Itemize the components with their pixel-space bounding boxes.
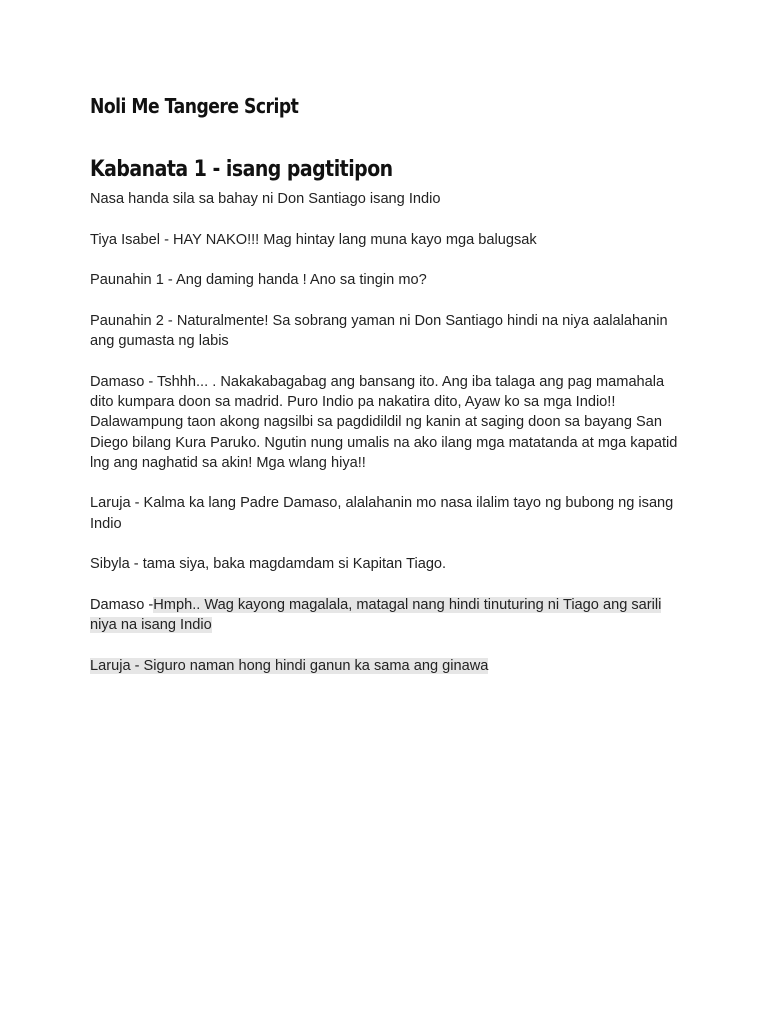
highlighted-text: Hmph.. Wag kayong magalala, matagal nang hindi tinuturing ni Tiago ang sarili niya na isang Indio bbox=[90, 596, 662, 634]
dialogue-paunahin-2: Paunahin 2 - Naturalmente! Sa sobrang yaman ni Don Santiago hindi na niya aalalahanin ang gumasta ng labis bbox=[90, 312, 668, 350]
speaker-label: Damaso - bbox=[90, 596, 154, 613]
highlighted-text: Laruja - Siguro naman hong hindi ganun ka sama ang ginawa bbox=[90, 657, 489, 674]
chapter-heading: Kabanata 1 - isang pagtitipon bbox=[90, 157, 393, 182]
script-body bbox=[90, 189, 680, 696]
document-title: Noli Me Tangere Script bbox=[90, 94, 299, 118]
dialogue-damaso-2 bbox=[90, 595, 680, 636]
dialogue-sibyla: Sibyla - tama siya, baka magdamdam si Kapitan Tiago. bbox=[90, 556, 447, 573]
dialogue-laruja-2 bbox=[90, 656, 680, 676]
dialogue-damaso: Damaso - Tshhh... . Nakakabagabag ang bansang ito. Ang iba talaga ang pag mamahala dito kumpara doon sa madrid. Puro Indio pa nakatira dito, Ayaw ko sa mga Indio!! Dalawampung taon akong nagsilbi sa pagdidildil ng kanin at saging doon sa bayang San Diego bilang Kura Paruko. Ngutin nung umalis na ako ilang mga matatanda at mga kapatid lng ang naghatid sa akin! Mga wlang hiya!! bbox=[90, 373, 678, 471]
dialogue-paunahin-1: Paunahin 1 - Ang daming handa ! Ano sa tingin mo? bbox=[90, 272, 427, 289]
paragraph-setting: Nasa handa sila sa bahay ni Don Santiago isang Indio bbox=[90, 191, 441, 207]
dialogue-tiya-isabel: Tiya Isabel - HAY NAKO!!! Mag hintay lang muna kayo mga balugsak bbox=[90, 231, 537, 248]
dialogue-laruja: Laruja - Kalma ka lang Padre Damaso, alalahanin mo nasa ilalim tayo ng bubong ng isang Indio bbox=[90, 495, 674, 532]
